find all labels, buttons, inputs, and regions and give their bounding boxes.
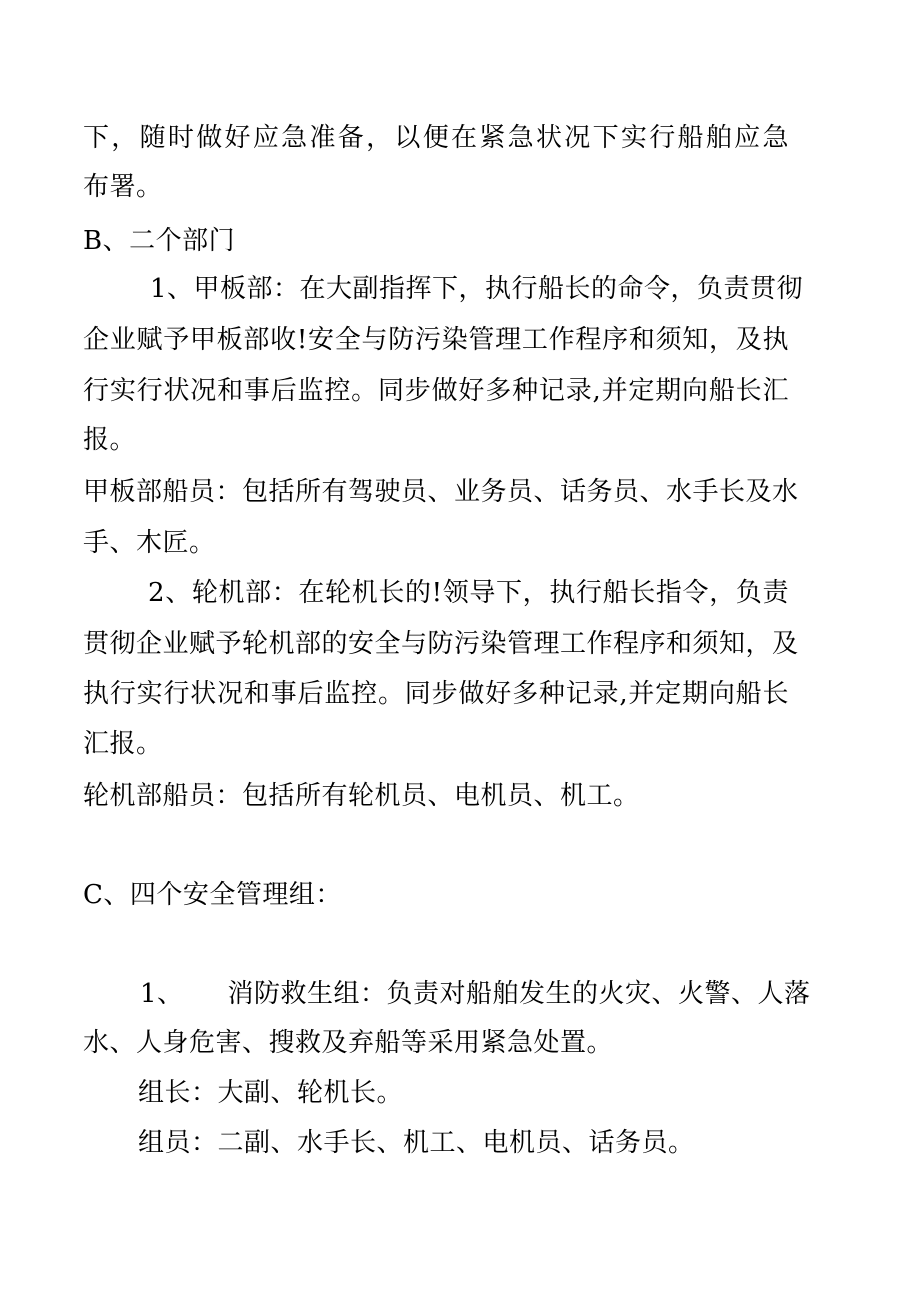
section-c-heading: C、四个安全管理组： xyxy=(83,880,342,910)
deck-dept-line-1: 1、甲板部：在大副指挥下，执行船长的命令，负责贯彻 xyxy=(150,274,804,304)
group1-line-1-text: 消防救生组：负责对船舶发生的火灾、火警、人落 xyxy=(227,979,811,1009)
engine-dept-line-4: 汇报。 xyxy=(83,729,163,759)
group1-line-2: 水、人身危害、搜救及弃船等采用紧急处置。 xyxy=(83,1028,614,1058)
section-b-heading: B、二个部门 xyxy=(83,226,236,256)
group1-leader: 组长：大副、轮机长。 xyxy=(138,1078,404,1108)
deck-crew-line-1: 甲板部船员：包括所有驾驶员、业务员、话务员、水手长及水 xyxy=(83,477,799,507)
group1-members: 组员：二副、水手长、机工、电机员、话务员。 xyxy=(138,1128,695,1158)
deck-crew-line-2: 手、木匠。 xyxy=(83,528,216,558)
deck-dept-line-2: 企业赋予甲板部收!安全与防污染管理工作程序和须知，及执 xyxy=(83,325,789,355)
deck-dept-line-4: 报。 xyxy=(83,425,137,455)
engine-crew-line-1: 轮机部船员：包括所有轮机员、电机员、机工。 xyxy=(83,781,640,811)
group1-number: 1、 xyxy=(140,979,184,1009)
engine-dept-line-2: 贯彻企业赋予轮机部的安全与防污染管理工作程序和须知，及 xyxy=(83,629,799,659)
engine-dept-line-3: 执行实行状况和事后监控。同步做好多种记录,并定期向船长 xyxy=(83,679,789,709)
intro-line-2: 布署。 xyxy=(83,172,163,202)
deck-dept-line-3: 行实行状况和事后监控。同步做好多种记录,并定期向船长汇 xyxy=(83,376,789,406)
engine-dept-line-1: 2、轮机部：在轮机长的!领导下，执行船长指令，负责 xyxy=(148,578,789,608)
group1-line-1 xyxy=(140,979,811,1009)
intro-line-1: 下，随时做好应急准备，以便在紧急状况下实行船舶应急 xyxy=(83,123,789,153)
